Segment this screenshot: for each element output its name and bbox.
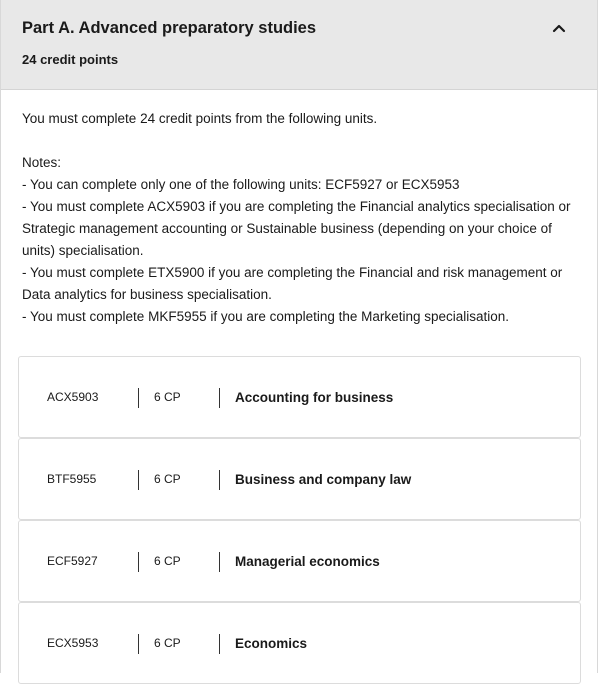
note-item: - You must complete ETX5900 if you are completing the Financial and risk management or Data analytics for business specialisation. bbox=[22, 265, 563, 302]
intro-text: You must complete 24 credit points from the following units. bbox=[22, 111, 378, 126]
unit-name[interactable]: Managerial economics bbox=[235, 553, 380, 569]
unit-list bbox=[18, 356, 581, 684]
unit-credit-points: 6 CP bbox=[154, 472, 181, 486]
divider bbox=[138, 470, 139, 490]
divider bbox=[138, 552, 139, 572]
section-title: Part A. Advanced preparatory studies bbox=[22, 19, 317, 37]
unit-name[interactable]: Business and company law bbox=[235, 471, 412, 487]
note-item: - You can complete only one of the following units: ECF5927 or ECX5953 bbox=[22, 177, 460, 192]
unit-credit-points: 6 CP bbox=[154, 636, 181, 650]
divider bbox=[219, 634, 220, 654]
section-credit-points: 24 credit points bbox=[22, 52, 119, 67]
section-header[interactable] bbox=[1, 0, 597, 90]
unit-credit-points: 6 CP bbox=[154, 390, 181, 404]
unit-card[interactable] bbox=[18, 438, 581, 520]
section-body bbox=[1, 90, 597, 328]
chevron-up-icon[interactable] bbox=[551, 20, 567, 36]
unit-code: ECX5953 bbox=[47, 636, 99, 650]
unit-credit-points: 6 CP bbox=[154, 554, 181, 568]
note-item: - You must complete MKF5955 if you are completing the Marketing specialisation. bbox=[22, 309, 510, 324]
unit-name[interactable]: Economics bbox=[235, 635, 308, 651]
notes-title: Notes: bbox=[22, 155, 62, 170]
unit-card[interactable] bbox=[18, 602, 581, 684]
divider bbox=[138, 634, 139, 654]
divider bbox=[138, 388, 139, 408]
unit-code: ACX5903 bbox=[47, 390, 99, 404]
unit-code: ECF5927 bbox=[47, 554, 98, 568]
unit-card[interactable] bbox=[18, 356, 581, 438]
unit-card[interactable] bbox=[18, 520, 581, 602]
unit-code: BTF5955 bbox=[47, 472, 97, 486]
divider bbox=[219, 552, 220, 572]
note-item: - You must complete ACX5903 if you are completing the Financial analytics specialisation or Strategic management accounting or Sustainable business (depending on your choice of units) specialisation. bbox=[22, 199, 571, 258]
unit-name[interactable]: Accounting for business bbox=[235, 389, 394, 405]
divider bbox=[219, 470, 220, 490]
divider bbox=[219, 388, 220, 408]
